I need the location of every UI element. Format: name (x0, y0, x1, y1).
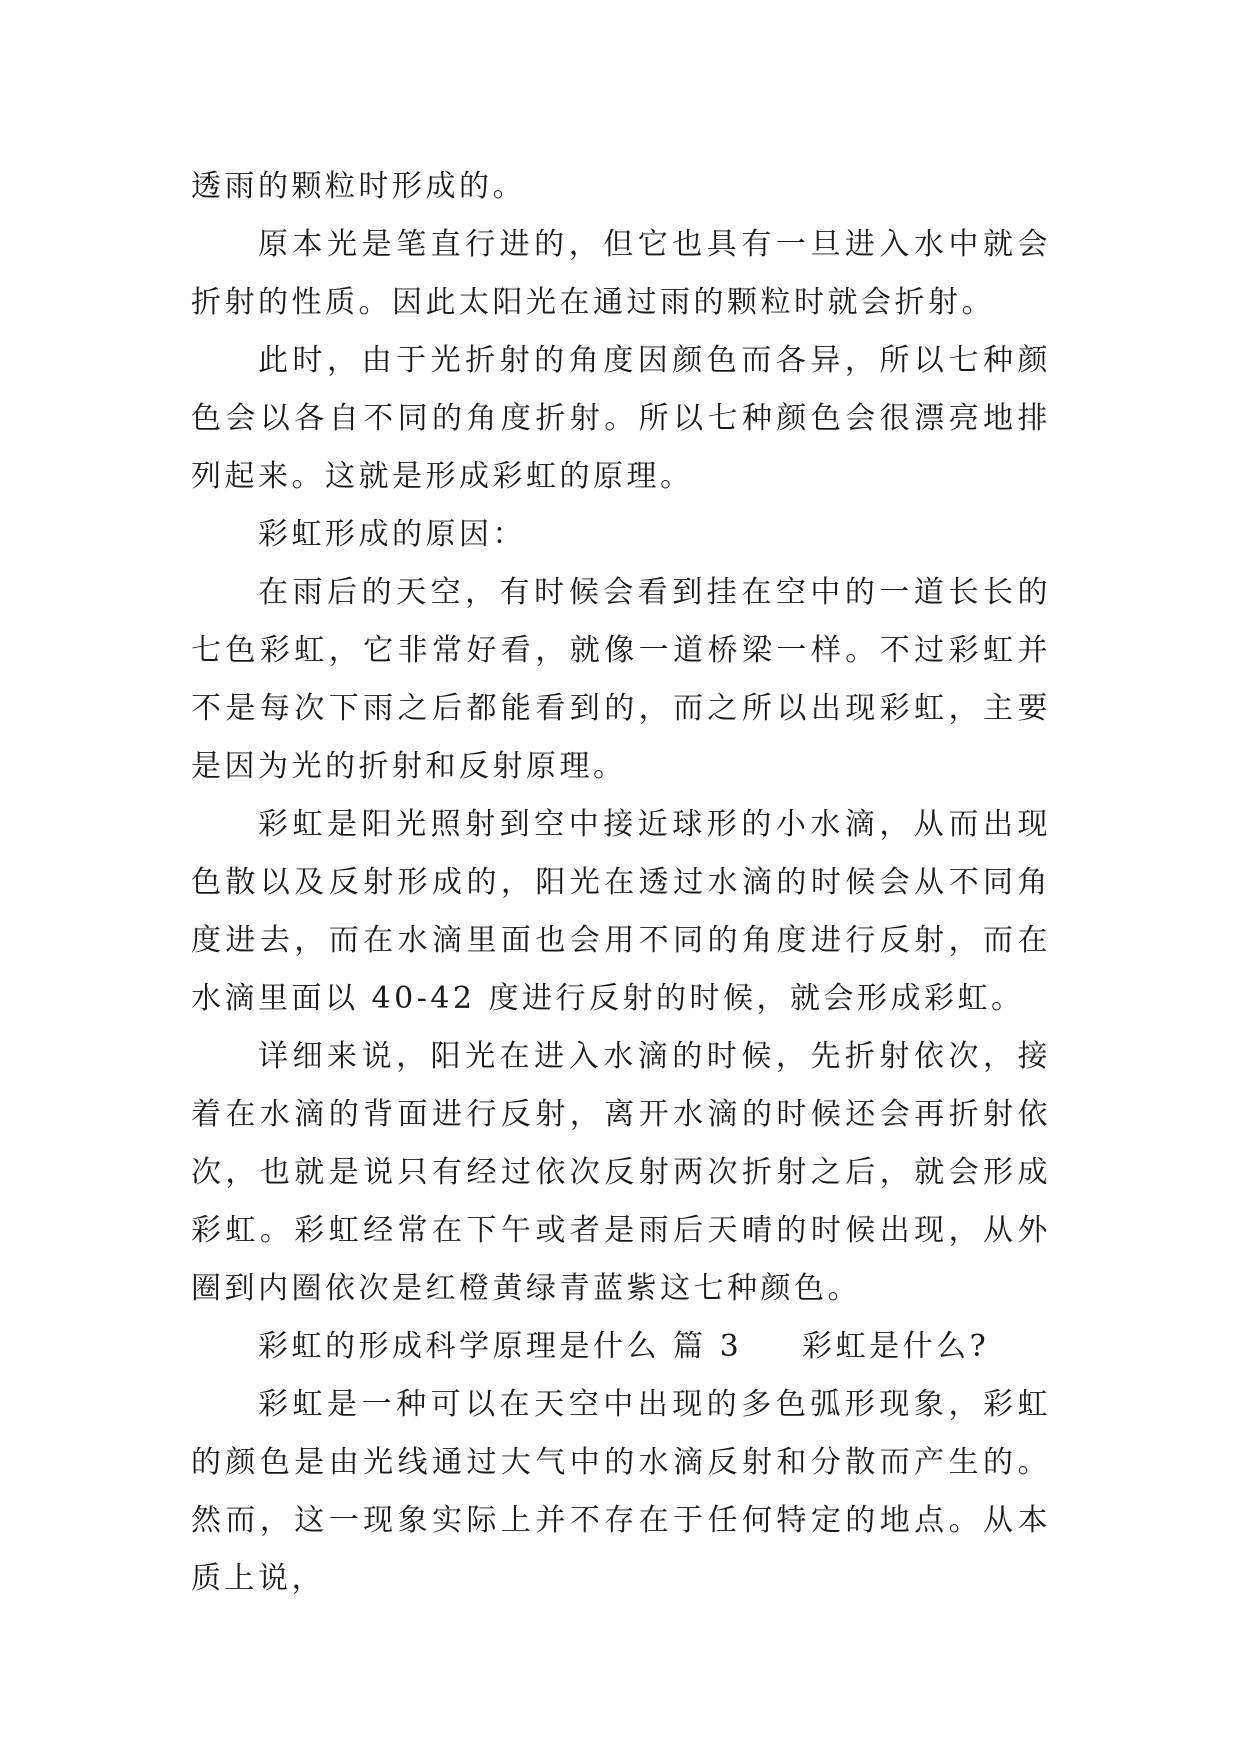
paragraph-what-is-rainbow: 彩虹是一种可以在天空中出现的多色弧形现象，彩虹的颜色是由光线通过大气中的水滴反射和分散而产生的。然而，这一现象实际上并不存在于任何特定的地点。从本质上说， (191, 1387, 1051, 1596)
section-heading (191, 1318, 1051, 1376)
paragraph-details: 详细来说，阳光在进入水滴的时候，先折射依次，接着在水滴的背面进行反射，离开水滴的时候还会再折射依次，也就是说只有经过依次反射两次折射之后，就会形成彩虹。彩虹经常在下午或者是雨后天晴的时候出现，从外圈到内圈依次是红橙黄绿青蓝紫这七种颜色。 (191, 1039, 1051, 1306)
paragraph-color-angles: 此时，由于光折射的角度因颜色而各异，所以七种颜色会以各自不同的角度折射。所以七种颜色会很漂亮地排列起来。这就是形成彩虹的原理。 (191, 343, 1051, 494)
paragraph-dispersion: 彩虹是阳光照射到空中接近球形的小水滴，从而出现色散以及反射形成的，阳光在透过水滴的时候会从不同角度进去，而在水滴里面也会用不同的角度进行反射，而在水滴里面以 40-42 度进行反射的时候，就会形成彩虹。 (191, 807, 1051, 1016)
section-title: 彩虹的形成科学原理是什么 篇 3 (258, 1329, 743, 1364)
document-body (191, 158, 1051, 1608)
section-subtitle: 彩虹是什么? (802, 1329, 990, 1364)
paragraph-cause-heading: 彩虹形成的原因： (258, 517, 526, 552)
paragraph-after-rain: 在雨后的天空，有时候会看到挂在空中的一道长长的七色彩虹，它非常好看，就像一道桥梁一样。不过彩虹并不是每次下雨之后都能看到的，而之所以出现彩虹，主要是因为光的折射和反射原理。 (191, 575, 1051, 784)
paragraph-continued: 透雨的颗粒时形成的。 (191, 169, 526, 204)
paragraph-light-refraction: 原本光是笔直行进的，但它也具有一旦进入水中就会折射的性质。因此太阳光在通过雨的颗粒时就会折射。 (191, 227, 1051, 320)
